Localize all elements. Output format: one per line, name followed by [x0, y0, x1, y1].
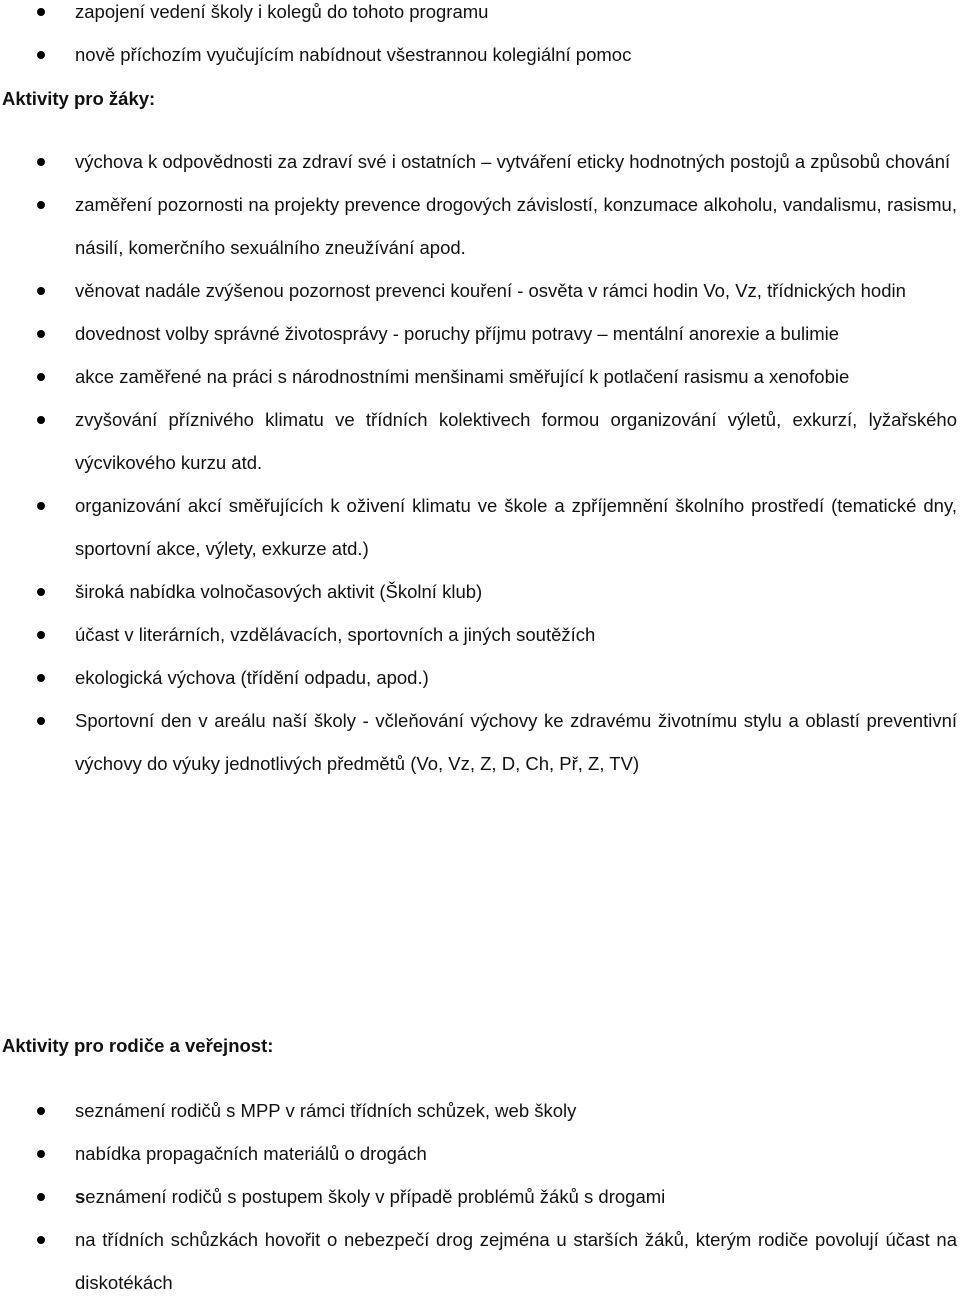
parents-heading: Aktivity pro rodiče a veřejnost: [2, 1035, 274, 1056]
list-item: věnovat nadále zvýšenou pozornost prevenci kouření - osvěta v rámci hodin Vo, Vz, třídnických hodin [0, 269, 960, 312]
students-heading: Aktivity pro žáky: [2, 88, 156, 109]
students-list [0, 140, 960, 785]
bullet-icon [37, 287, 45, 295]
list-item: účast v literárních, vzdělávacích, sportovních a jiných soutěžích [0, 613, 960, 656]
list-item: akce zaměřené na práci s národnostními menšinami směřující k potlačení rasismu a xenofobie [0, 355, 960, 398]
list-item: dovednost volby správné životosprávy - poruchy příjmu potravy – mentální anorexie a bulimie [0, 312, 960, 355]
list-item: zaměření pozornosti na projekty prevence drogových závislostí, konzumace alkoholu, vandalismu, rasismu, násilí, komerčního sexuálního zneužívání apod. [0, 183, 960, 269]
list-item: ekologická výchova (třídění odpadu, apod.) [0, 656, 960, 699]
list-item: nabídka propagačních materiálů o drogách [0, 1132, 960, 1175]
list-item: Sportovní den v areálu naší školy - včleňování výchovy ke zdravému životnímu stylu a oblastí preventivní výchovy do výuky jednotlivých předmětů (Vo, Vz, Z, D, Ch, Př, Z, TV) [0, 699, 960, 785]
bullet-icon [37, 502, 45, 510]
list-item: na třídních schůzkách hovořit o nebezpečí drog zejména u starších žáků, kterým rodiče povolují účast na diskotékách [0, 1218, 960, 1304]
bullet-icon [37, 8, 45, 16]
bullet-icon [37, 631, 45, 639]
parents-item-3: seznámení rodičů s postupem školy v případě problémů žáků s drogami [75, 1186, 666, 1207]
bullet-icon [37, 330, 45, 338]
list-item: nově příchozím vyučujícím nabídnout všestrannou kolegiální pomoc [0, 33, 960, 76]
bullet-icon [37, 201, 45, 209]
list-item: výchova k odpovědnosti za zdraví své i ostatních – vytváření eticky hodnotných postojů a způsobů chování [0, 140, 960, 183]
list-item: seznámení rodičů s MPP v rámci třídních schůzek, web školy [0, 1089, 960, 1132]
list-item: zvyšování příznivého klimatu ve třídních kolektivech formou organizování výletů, exkurzí, lyžařského výcvikového kurzu atd. [0, 398, 960, 484]
top-list [0, 0, 960, 76]
list-item: organizování akcí směřujících k oživení klimatu ve škole a zpříjemnění školního prostředí (tematické dny, sportovní akce, výlety, exkurze atd.) [0, 484, 960, 570]
bullet-icon [37, 158, 45, 166]
bullet-icon [37, 717, 45, 725]
bullet-icon [37, 416, 45, 424]
bullet-icon [37, 373, 45, 381]
list-item [0, 1175, 960, 1218]
bullet-icon [37, 588, 45, 596]
bullet-icon [37, 1107, 45, 1115]
bullet-icon [37, 674, 45, 682]
list-item: široká nabídka volnočasových aktivit (Školní klub) [0, 570, 960, 613]
list-item: zapojení vedení školy i kolegů do tohoto programu [0, 0, 960, 33]
bullet-icon [37, 1150, 45, 1158]
bullet-icon [37, 1193, 45, 1201]
bullet-icon [37, 51, 45, 59]
bullet-icon [37, 1236, 45, 1244]
parents-list [0, 1089, 960, 1304]
